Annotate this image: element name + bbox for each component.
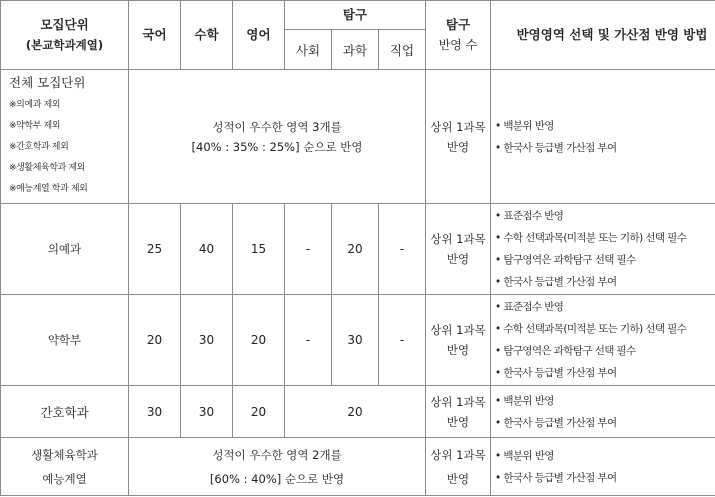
method-item: • 한국사 등급별 가산점 부여 (495, 416, 617, 429)
social-weight: - (285, 295, 332, 386)
method-item: • 수학 선택과목(미적분 또는 기하) 선택 필수 (495, 232, 687, 244)
method-item: • 백분위 반영 (495, 394, 554, 407)
inquiry-count-cell (426, 70, 491, 204)
vocational-weight: - (379, 295, 426, 386)
header-english: 영어 (233, 1, 285, 70)
science-weight: 30 (332, 295, 379, 386)
inquiry-count-cell (426, 295, 491, 386)
header-inquiry-count (426, 1, 491, 70)
inquiry-count-cell (426, 438, 491, 496)
inquiry-count-line: 반영 (446, 471, 470, 486)
inquiry-count-cell (426, 386, 491, 438)
header-social: 사회 (285, 30, 332, 70)
row-unit-name: 예능계열 (42, 471, 87, 486)
exclusion-note: ※예능계열 학과 제외 (9, 184, 88, 194)
method-item: • 표준점수 반영 (495, 301, 564, 313)
header-unit-label: 모집단위 (40, 17, 89, 32)
vocational-weight: - (379, 204, 426, 295)
english-weight: 20 (233, 295, 285, 386)
table-row (1, 204, 715, 295)
inquiry-count-line: 반영 (446, 343, 470, 357)
row-unit-cell (1, 70, 129, 204)
math-weight: 30 (181, 295, 233, 386)
method-cell (491, 438, 715, 496)
inquiry-count-line: 상위 1과목 (430, 323, 486, 337)
social-weight: - (285, 204, 332, 295)
header-inquiry-count-sub: 반영 수 (438, 38, 478, 52)
korean-weight: 25 (129, 204, 181, 295)
method-cell (491, 204, 715, 295)
method-item: • 탐구영역은 과학탐구 선택 필수 (495, 254, 636, 266)
header-method: 반영영역 선택 및 가산점 반영 방법 (491, 1, 715, 70)
row-unit-name: 간호학과 (1, 386, 129, 438)
method-item: • 한국사 등급별 가산점 부여 (495, 367, 617, 379)
inquiry-count-line: 상위 1과목 (430, 232, 486, 246)
method-item: • 탐구영역은 과학탐구 선택 필수 (495, 345, 636, 357)
header-inquiry: 탐구 (285, 1, 426, 30)
inquiry-weight: 20 (285, 386, 426, 438)
merged-weight-cell (129, 70, 426, 204)
inquiry-count-line: 반영 (446, 414, 470, 429)
inquiry-count-line: 상위 1과목 (430, 447, 486, 462)
korean-weight: 30 (129, 386, 181, 438)
english-weight: 20 (233, 386, 285, 438)
row-unit-cell (1, 438, 129, 496)
table-row (1, 438, 715, 496)
math-weight: 30 (181, 386, 233, 438)
merged-weight-line: 성적이 우수한 영역 2개를 (212, 447, 342, 462)
method-cell (491, 70, 715, 204)
method-item: • 한국사 등급별 가산점 부여 (495, 141, 617, 154)
table-row (1, 386, 715, 438)
method-item: • 표준점수 반영 (495, 210, 564, 222)
row-unit-name: 생활체육학과 (31, 447, 98, 462)
method-item: • 한국사 등급별 가산점 부여 (495, 471, 617, 484)
inquiry-count-line: 상위 1과목 (430, 394, 486, 409)
row-unit-name: 약학부 (1, 295, 129, 386)
inquiry-count-line: 상위 1과목 (430, 119, 486, 134)
method-item: • 백분위 반영 (495, 449, 554, 462)
inquiry-count-line: 반영 (446, 252, 470, 266)
merged-weight-line: [60% : 40%] 순으로 반영 (209, 471, 345, 486)
method-cell (491, 386, 715, 438)
method-item: • 백분위 반영 (495, 119, 554, 132)
exclusion-note: ※약학부 제외 (9, 121, 61, 131)
korean-weight: 20 (129, 295, 181, 386)
inquiry-count-cell (426, 204, 491, 295)
method-item: • 한국사 등급별 가산점 부여 (495, 276, 617, 288)
table-row (1, 295, 715, 386)
row-unit-name: 전체 모집단위 (9, 75, 86, 90)
merged-weight-line: 성적이 우수한 영역 3개를 (212, 119, 342, 134)
header-inquiry-count-label: 탐구 (445, 17, 471, 32)
inquiry-count-line: 반영 (446, 139, 470, 154)
exclusion-note: ※의예과 제외 (9, 100, 61, 110)
exclusion-note: ※생활체육학과 제외 (9, 163, 85, 173)
science-weight: 20 (332, 204, 379, 295)
header-vocational: 직업 (379, 30, 426, 70)
header-science: 과학 (332, 30, 379, 70)
merged-weight-cell (129, 438, 426, 496)
method-item: • 수학 선택과목(미적분 또는 기하) 선택 필수 (495, 323, 687, 335)
exclusion-note: ※간호학과 제외 (9, 142, 69, 152)
header-unit-sub: (본교학과계열) (25, 38, 104, 52)
header-unit (1, 1, 129, 70)
method-cell (491, 295, 715, 386)
header-math: 수학 (181, 1, 233, 70)
table-row (1, 70, 715, 204)
row-unit-name: 의예과 (1, 204, 129, 295)
header-korean: 국어 (129, 1, 181, 70)
math-weight: 40 (181, 204, 233, 295)
merged-weight-line: [40% : 35% : 25%] 순으로 반영 (191, 139, 363, 154)
english-weight: 15 (233, 204, 285, 295)
